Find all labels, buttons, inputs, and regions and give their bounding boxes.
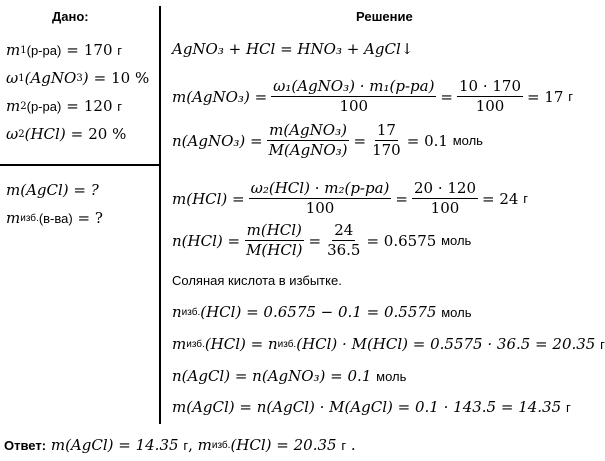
eq-n-agcl: n(AgCl) = n(AgNO₃) = 0.1 моль — [172, 367, 407, 385]
eq-m-hcl: m(HCl) = $\frac{\text{ω₂(HCl) · m₂(р-ра)}}{100}$ = $\frac{20 \cdot 120}{100}$ = 24 г — [172, 179, 528, 217]
excess-note: Соляная кислота в избытке. — [172, 273, 342, 288]
vertical-divider — [159, 6, 161, 424]
given-list — [6, 36, 149, 148]
find-m-agcl: m(AgCl) = ? — [6, 181, 99, 199]
eq-m-agno3: m(AgNO₃) = $\frac{\text{ω₁(AgNO₃) · m₁(р-ра)}}{100}$ = $\frac{10 \cdot 170}{100}$ = 17 г — [172, 77, 573, 115]
answer-line: Ответ: m(AgCl) = 14.35 г , m изб. (HCl) = 20.35 г . — [4, 436, 356, 454]
find-list — [6, 176, 103, 232]
eq-m-agcl: m(AgCl) = n(AgCl) · M(AgCl) = 0.1 · 143.5 = 14.35 г — [172, 398, 571, 416]
given-m2: m 2 (р-ра) = 120 г — [6, 97, 123, 115]
eq-n-agno3: n(AgNO₃) = $\frac{\text{m(AgNO₃)}}{\text{M(AgNO₃)}}$ = $\frac{17}{170}$ = 0.1 моль — [172, 121, 483, 159]
eq-m-excess: m изб. (HCl) = n изб. (HCl) · M(HCl) = 0.5575 · 36.5 = 20.35 г — [172, 335, 605, 353]
given-header: Дано: — [52, 9, 89, 24]
given-w1: ω 1 (AgNO 3 ) = 10 % — [6, 69, 150, 87]
answer-label: Ответ: — [4, 437, 47, 453]
eq-n-hcl: n(HCl) = $\frac{\text{m(HCl)}}{\text{M(HCl)}}$ = $\frac{24}{36.5}$ = 0.6575 моль — [172, 221, 472, 259]
eq-n-excess: n изб. (HCl) = 0.6575 − 0.1 = 0.5575 моль — [172, 303, 472, 321]
given-w2: ω 2 (HCl) = 20 % — [6, 125, 127, 143]
horizontal-divider — [0, 164, 159, 166]
reaction-equation: AgNO₃ + HCl = HNO₃ + AgCl↓ — [172, 40, 414, 58]
find-m-excess: m изб. (в-ва) = ? — [6, 209, 103, 227]
given-m1: m 1 (р-ра) = 170 г — [6, 41, 123, 59]
solution-header: Решение — [356, 9, 413, 24]
